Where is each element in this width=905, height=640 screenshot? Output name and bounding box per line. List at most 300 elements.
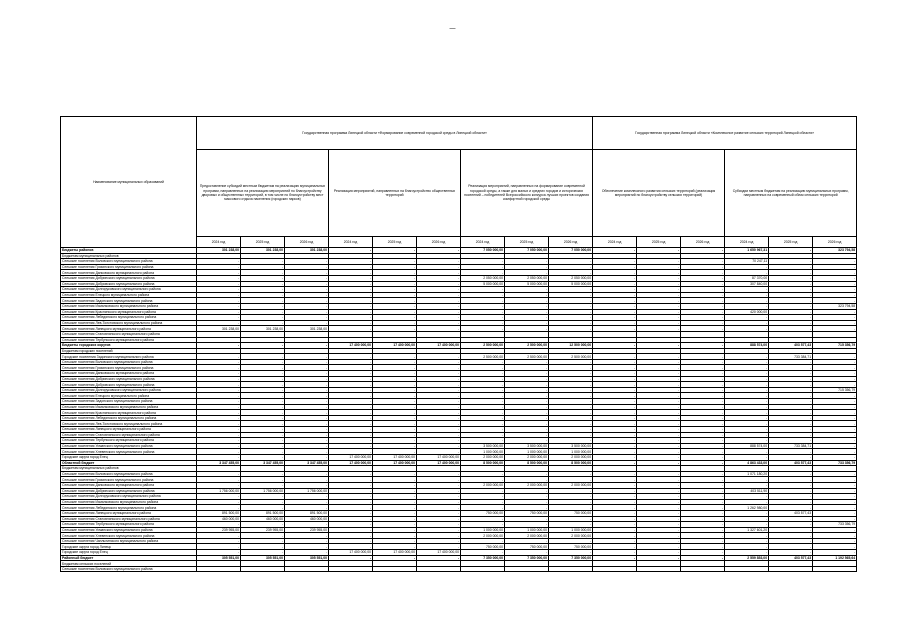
amount-cell: - <box>505 494 549 500</box>
amount-cell: - <box>813 354 857 360</box>
amount-cell: - <box>725 482 769 488</box>
amount-cell: - <box>681 292 725 298</box>
amount-cell: - <box>593 248 637 254</box>
municipality-name: Сельские поселения Воловского муниципального района <box>61 471 197 477</box>
amount-cell: - <box>285 477 329 483</box>
amount-cell: - <box>593 404 637 410</box>
amount-cell: - <box>593 343 637 349</box>
amount-cell: - <box>681 320 725 326</box>
amount-cell: - <box>681 371 725 377</box>
amount-cell: - <box>373 415 417 421</box>
amount-cell: - <box>681 270 725 276</box>
municipality-name: Бюджетам муниципальных районов <box>61 466 197 472</box>
amount-cell: - <box>505 471 549 477</box>
amount-cell: 323 794,58 <box>813 303 857 309</box>
amount-cell: - <box>681 538 725 544</box>
page-number: — <box>449 26 456 32</box>
amount-cell: - <box>285 533 329 539</box>
amount-cell: 7 050 000,00 <box>549 248 593 254</box>
amount-cell: - <box>637 376 681 382</box>
amount-cell: - <box>725 359 769 365</box>
amount-cell: - <box>373 275 417 281</box>
amount-cell: - <box>329 477 373 483</box>
amount-cell: 3 347 455,00 <box>241 460 285 466</box>
amount-cell: - <box>461 376 505 382</box>
amount-cell: 1 327 601,20 <box>725 527 769 533</box>
amount-cell: - <box>681 415 725 421</box>
year-header: 2026 год <box>549 237 593 248</box>
amount-cell: 2 050 000,00 <box>505 275 549 281</box>
amount-cell: - <box>285 427 329 433</box>
amount-cell: - <box>417 259 461 265</box>
amount-cell: - <box>593 432 637 438</box>
amount-cell: - <box>813 471 857 477</box>
amount-cell: 420 000,00 <box>725 309 769 315</box>
amount-cell: - <box>417 477 461 483</box>
amount-cell: - <box>725 522 769 528</box>
amount-cell: - <box>373 326 417 332</box>
amount-cell: 2 000 000,00 <box>505 454 549 460</box>
amount-cell: - <box>417 303 461 309</box>
municipality-name: Сельские поселения Данковского муниципального района <box>61 482 197 488</box>
amount-cell: - <box>549 499 593 505</box>
amount-cell: - <box>241 281 285 287</box>
amount-cell: - <box>461 292 505 298</box>
amount-cell: - <box>373 376 417 382</box>
amount-cell: - <box>461 516 505 522</box>
amount-cell: - <box>813 516 857 522</box>
year-header: 2024 год <box>197 237 241 248</box>
amount-cell: - <box>813 538 857 544</box>
amount-cell: - <box>593 259 637 265</box>
amount-cell: - <box>593 477 637 483</box>
amount-cell: - <box>637 371 681 377</box>
amount-cell: - <box>241 544 285 550</box>
amount-cell: - <box>241 410 285 416</box>
amount-cell: - <box>681 309 725 315</box>
amount-cell: - <box>373 270 417 276</box>
municipality-name: Сельские поселения Данковского муниципального района <box>61 270 197 276</box>
amount-cell: 2 000 000,00 <box>461 482 505 488</box>
amount-cell: - <box>285 270 329 276</box>
amount-cell: 1 650 967,31 <box>725 248 769 254</box>
municipality-name: Сельские поселения Воловского муниципального района <box>61 566 197 572</box>
amount-cell: - <box>197 505 241 511</box>
municipality-name: Городские округа город Елец <box>61 550 197 556</box>
municipality-name: Сельские поселения Усманского муниципального района <box>61 527 197 533</box>
amount-cell: - <box>461 427 505 433</box>
amount-cell: - <box>461 371 505 377</box>
amount-cell: - <box>813 359 857 365</box>
amount-cell: - <box>197 303 241 309</box>
amount-cell: - <box>637 477 681 483</box>
municipality-name: Сельские поселения Краснинского муниципального района <box>61 410 197 416</box>
amount-cell: - <box>241 533 285 539</box>
amount-cell: - <box>549 287 593 293</box>
municipality-name: Сельские поселения Добровского муниципального района <box>61 281 197 287</box>
amount-cell: - <box>813 415 857 421</box>
amount-cell: - <box>549 477 593 483</box>
amount-cell: - <box>461 298 505 304</box>
amount-cell: - <box>285 359 329 365</box>
amount-cell: - <box>549 292 593 298</box>
amount-cell: - <box>417 275 461 281</box>
budget-table-sheet <box>60 116 856 591</box>
amount-cell: - <box>417 499 461 505</box>
amount-cell: - <box>813 410 857 416</box>
amount-cell: - <box>373 382 417 388</box>
amount-cell: - <box>241 292 285 298</box>
amount-cell: - <box>417 309 461 315</box>
amount-cell: - <box>417 320 461 326</box>
amount-cell: - <box>813 499 857 505</box>
amount-cell: 4 863 433,00 <box>725 460 769 466</box>
amount-cell: - <box>769 303 813 309</box>
municipality-name: Сельские поселения Лебедянского муниципального района <box>61 505 197 511</box>
amount-cell: - <box>285 404 329 410</box>
amount-cell: - <box>329 281 373 287</box>
amount-cell: - <box>461 365 505 371</box>
amount-cell: - <box>373 309 417 315</box>
amount-cell: - <box>329 326 373 332</box>
amount-cell: - <box>241 449 285 455</box>
amount-cell: - <box>681 505 725 511</box>
year-header: 2025 год <box>505 237 549 248</box>
amount-cell: - <box>813 421 857 427</box>
amount-cell: - <box>417 326 461 332</box>
amount-cell: - <box>285 538 329 544</box>
amount-cell: - <box>593 522 637 528</box>
amount-cell: - <box>813 320 857 326</box>
amount-cell: - <box>549 494 593 500</box>
amount-cell: - <box>373 281 417 287</box>
municipality-name: Сельские поселения Добровского муниципального района <box>61 382 197 388</box>
amount-cell: - <box>197 287 241 293</box>
amount-cell: - <box>329 320 373 326</box>
municipality-name: Областной бюджет <box>61 460 197 466</box>
amount-cell: - <box>461 471 505 477</box>
amount-cell: - <box>593 382 637 388</box>
amount-cell: - <box>329 264 373 270</box>
amount-cell: - <box>637 309 681 315</box>
amount-cell: 403 577,43 <box>769 510 813 516</box>
amount-cell: - <box>329 309 373 315</box>
amount-cell: 7 050 000,00 <box>505 248 549 254</box>
amount-cell: - <box>593 421 637 427</box>
amount-cell: - <box>241 382 285 388</box>
amount-cell: - <box>505 382 549 388</box>
amount-cell: - <box>417 544 461 550</box>
amount-cell: 1 192 565,64 <box>813 555 857 561</box>
year-header: 2025 год <box>373 237 417 248</box>
amount-cell: - <box>373 522 417 528</box>
amount-cell: 2 500 000,00 <box>461 343 505 349</box>
amount-cell: - <box>593 533 637 539</box>
amount-cell: - <box>505 415 549 421</box>
amount-cell: - <box>461 415 505 421</box>
amount-cell: 17 400 000,00 <box>417 460 461 466</box>
amount-cell: - <box>725 427 769 433</box>
amount-cell: - <box>813 544 857 550</box>
amount-cell: - <box>681 471 725 477</box>
amount-cell: - <box>329 275 373 281</box>
amount-cell: - <box>549 382 593 388</box>
amount-cell <box>769 566 813 572</box>
amount-cell: - <box>241 309 285 315</box>
amount-cell: 2 500 000,00 <box>461 354 505 360</box>
amount-cell: - <box>725 326 769 332</box>
amount-cell: - <box>637 522 681 528</box>
amount-cell: - <box>241 432 285 438</box>
amount-cell: - <box>285 371 329 377</box>
amount-cell: - <box>241 538 285 544</box>
amount-cell: 403 577,43 <box>769 555 813 561</box>
amount-cell: - <box>637 432 681 438</box>
amount-cell: - <box>241 259 285 265</box>
amount-cell: - <box>769 533 813 539</box>
amount-cell: - <box>637 443 681 449</box>
amount-cell: - <box>241 387 285 393</box>
amount-cell: - <box>373 516 417 522</box>
amount-cell: - <box>769 365 813 371</box>
amount-cell: 5 000 000,00 <box>505 281 549 287</box>
amount-cell: - <box>329 376 373 382</box>
amount-cell: - <box>681 494 725 500</box>
amount-cell: - <box>285 309 329 315</box>
amount-cell: - <box>637 354 681 360</box>
amount-cell: 733 384,71 <box>769 443 813 449</box>
amount-cell: - <box>461 477 505 483</box>
amount-cell: - <box>329 410 373 416</box>
amount-cell: 403 577,43 <box>769 343 813 349</box>
amount-cell: - <box>637 264 681 270</box>
amount-cell: 17 400 000,00 <box>417 343 461 349</box>
amount-cell: - <box>285 443 329 449</box>
amount-cell: - <box>505 399 549 405</box>
amount-cell: - <box>241 421 285 427</box>
amount-cell: 8 500 000,00 <box>549 460 593 466</box>
amount-cell: - <box>241 443 285 449</box>
amount-cell: - <box>593 365 637 371</box>
amount-cell: - <box>461 287 505 293</box>
amount-cell: - <box>681 454 725 460</box>
amount-cell: - <box>329 494 373 500</box>
amount-cell: - <box>681 376 725 382</box>
amount-cell: - <box>681 275 725 281</box>
municipality-name: Сельские поселения Задонского муниципального района <box>61 399 197 405</box>
amount-cell: - <box>637 365 681 371</box>
amount-cell: - <box>285 522 329 528</box>
amount-cell: - <box>373 488 417 494</box>
amount-cell: - <box>681 248 725 254</box>
amount-cell: - <box>505 438 549 444</box>
amount-cell: - <box>725 410 769 416</box>
amount-cell: - <box>197 292 241 298</box>
municipality-name: Сельские поселения Липецкого муниципального района <box>61 510 197 516</box>
amount-cell: - <box>461 326 505 332</box>
amount-cell: - <box>461 494 505 500</box>
amount-cell: - <box>549 315 593 321</box>
amount-cell: - <box>681 544 725 550</box>
municipality-name: Сельские поселения Тербунского муниципального района <box>61 438 197 444</box>
amount-cell: - <box>241 376 285 382</box>
amount-cell: 733 356,79 <box>813 460 857 466</box>
amount-cell: - <box>681 365 725 371</box>
amount-cell: - <box>197 538 241 544</box>
amount-cell: - <box>241 393 285 399</box>
amount-cell: - <box>417 292 461 298</box>
amount-cell: - <box>197 281 241 287</box>
amount-cell: 460 000,00 <box>241 516 285 522</box>
amount-cell: - <box>637 555 681 561</box>
amount-cell: - <box>681 427 725 433</box>
municipality-name: Сельские поселения Измалковского муниципального района <box>61 303 197 309</box>
amount-cell: - <box>681 259 725 265</box>
amount-cell: - <box>285 354 329 360</box>
amount-cell: - <box>637 533 681 539</box>
amount-cell: - <box>505 359 549 365</box>
amount-cell: - <box>813 393 857 399</box>
amount-cell: - <box>681 354 725 360</box>
municipality-name: Сельские поселения Лев-Толстовского муниципального района <box>61 421 197 427</box>
amount-cell: - <box>241 303 285 309</box>
amount-cell: - <box>285 259 329 265</box>
amount-cell: - <box>329 371 373 377</box>
amount-cell: - <box>813 365 857 371</box>
amount-cell: - <box>725 365 769 371</box>
amount-cell: 301 238,00 <box>241 248 285 254</box>
amount-cell: - <box>813 454 857 460</box>
amount-cell: - <box>197 359 241 365</box>
amount-cell <box>725 566 769 572</box>
amount-cell: - <box>285 303 329 309</box>
amount-cell: - <box>681 510 725 516</box>
amount-cell: - <box>637 510 681 516</box>
amount-cell: - <box>813 443 857 449</box>
amount-cell: - <box>373 315 417 321</box>
amount-cell: 1 000 000,00 <box>505 449 549 455</box>
amount-cell: 750 000,00 <box>461 510 505 516</box>
amount-cell: 460 000,00 <box>197 516 241 522</box>
amount-cell: - <box>769 259 813 265</box>
amount-cell: - <box>373 477 417 483</box>
amount-cell: - <box>285 454 329 460</box>
amount-cell: - <box>593 427 637 433</box>
amount-cell: - <box>461 522 505 528</box>
amount-cell: - <box>241 264 285 270</box>
amount-cell: - <box>373 320 417 326</box>
municipality-name: Сельские поселения Грязинского муниципального района <box>61 477 197 483</box>
amount-cell: 17 400 000,00 <box>329 460 373 466</box>
amount-cell: - <box>505 292 549 298</box>
amount-cell: - <box>329 315 373 321</box>
amount-cell: - <box>549 264 593 270</box>
amount-cell: - <box>725 264 769 270</box>
amount-cell: - <box>197 365 241 371</box>
subprogram-header: Реализация мероприятий, направленных на благоустройство общественных территорий <box>329 150 461 237</box>
amount-cell: - <box>329 421 373 427</box>
amount-cell: - <box>373 354 417 360</box>
amount-cell: - <box>681 264 725 270</box>
amount-cell: 733 356,79 <box>813 522 857 528</box>
amount-cell: - <box>813 376 857 382</box>
amount-cell: - <box>373 421 417 427</box>
amount-cell: - <box>373 410 417 416</box>
amount-cell: - <box>637 270 681 276</box>
amount-cell: - <box>725 303 769 309</box>
amount-cell: - <box>813 371 857 377</box>
amount-cell: - <box>197 482 241 488</box>
amount-cell: - <box>329 555 373 561</box>
amount-cell: - <box>417 354 461 360</box>
amount-cell: - <box>329 510 373 516</box>
amount-cell: - <box>725 320 769 326</box>
amount-cell: - <box>373 510 417 516</box>
amount-cell: - <box>681 281 725 287</box>
subprogram-header: Предоставление субсидий местным бюджетам на реализацию муниципальных программ, направленных на реализацию мероприятий по благоустройству дворовых и общественных территорий, в том числе по благоустройству мест массового отдыха населения (городских парков) <box>197 150 329 237</box>
amount-cell: - <box>725 516 769 522</box>
amount-cell: - <box>461 382 505 388</box>
municipality-name: Сельские поселения Измалковского муниципального района <box>61 404 197 410</box>
amount-cell: - <box>549 505 593 511</box>
amount-cell <box>505 566 549 572</box>
amount-cell: - <box>637 359 681 365</box>
amount-cell: - <box>461 438 505 444</box>
amount-cell: - <box>417 387 461 393</box>
amount-cell: - <box>813 477 857 483</box>
municipality-name: Бюджетам сельских поселений <box>61 561 197 567</box>
amount-cell: - <box>681 477 725 483</box>
amount-cell: - <box>769 275 813 281</box>
municipality-name: Сельские поселения Задонского муниципального района <box>61 298 197 304</box>
amount-cell: - <box>417 298 461 304</box>
amount-cell: - <box>549 410 593 416</box>
amount-cell: - <box>681 482 725 488</box>
subprogram-header: Обеспечение комплексного развития сельских территорий (реализация мероприятий по благоустройству сельских территорий) <box>593 150 725 237</box>
amount-cell: 305 551,00 <box>285 555 329 561</box>
amount-cell: 17 400 000,00 <box>417 550 461 556</box>
amount-cell: 87 370,00 <box>725 275 769 281</box>
amount-cell: 1 000 000,00 <box>505 527 549 533</box>
amount-cell: - <box>637 505 681 511</box>
amount-cell: - <box>241 471 285 477</box>
municipality-name: Сельские поселения Становлянского муниципального района <box>61 331 197 337</box>
amount-cell: - <box>505 516 549 522</box>
amount-cell: - <box>197 320 241 326</box>
amount-cell: - <box>461 404 505 410</box>
municipality-name: Сельские поселения Хлевенского муниципального района <box>61 533 197 539</box>
amount-cell: - <box>461 499 505 505</box>
amount-cell: - <box>813 494 857 500</box>
amount-cell: - <box>505 505 549 511</box>
amount-cell: 750 000,00 <box>549 544 593 550</box>
amount-cell: - <box>241 404 285 410</box>
amount-cell: - <box>593 482 637 488</box>
amount-cell: - <box>637 281 681 287</box>
amount-cell: - <box>637 415 681 421</box>
amount-cell: - <box>505 488 549 494</box>
amount-cell: 1 756 000,00 <box>241 488 285 494</box>
amount-cell: - <box>813 287 857 293</box>
amount-cell: - <box>329 522 373 528</box>
amount-cell: - <box>373 544 417 550</box>
municipality-name: Сельские поселения Грязинского муниципального района <box>61 264 197 270</box>
amount-cell: - <box>725 399 769 405</box>
amount-cell: - <box>813 326 857 332</box>
amount-cell: - <box>417 399 461 405</box>
amount-cell: 305 551,00 <box>197 555 241 561</box>
amount-cell: - <box>241 499 285 505</box>
